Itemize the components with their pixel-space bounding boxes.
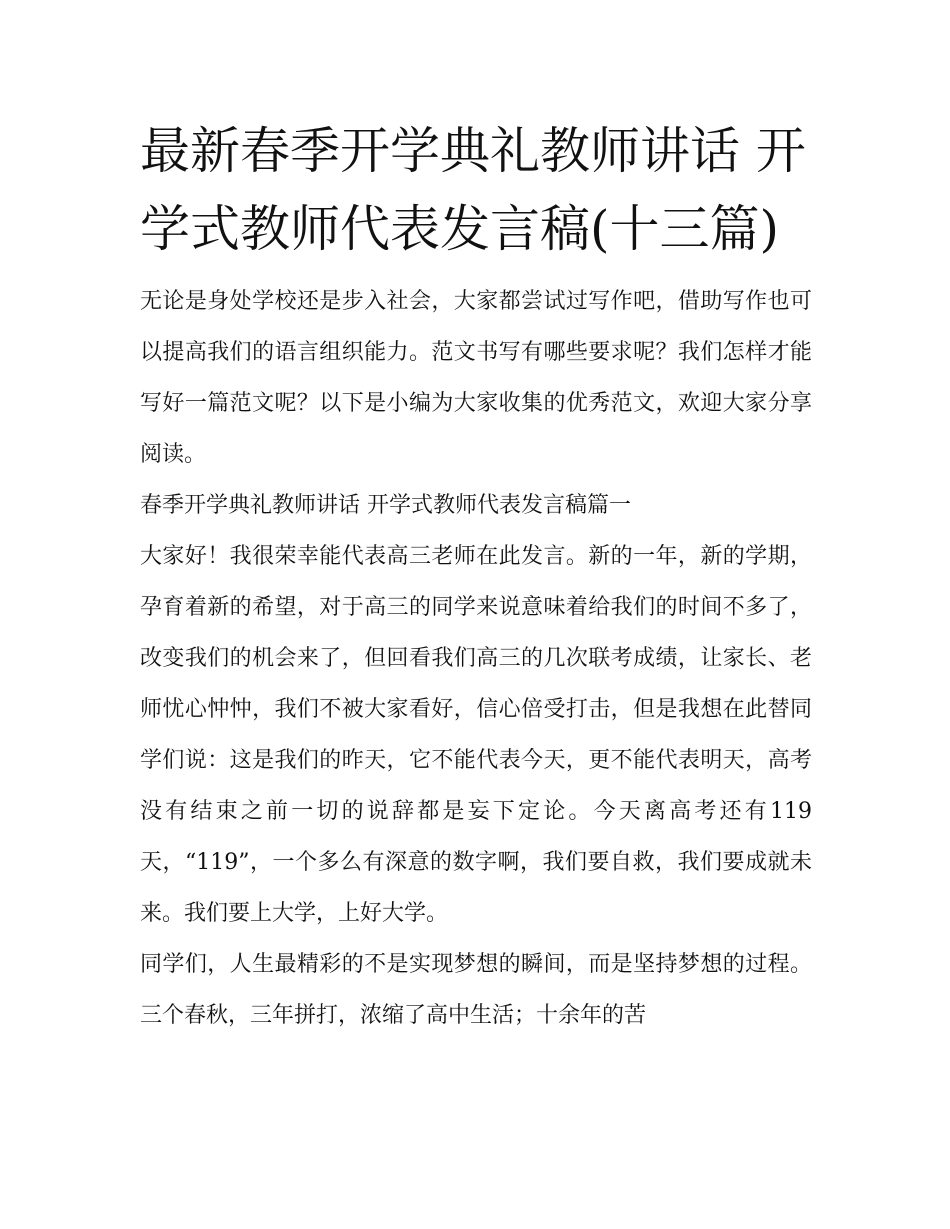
section-heading: 春季开学典礼教师讲话 开学式教师代表发言稿篇一 — [140, 493, 631, 518]
body-paragraph-1: 大家好！我很荣幸能代表高三老师在此发言。新的一年，新的学期，孕育着新的希望，对于高三的同学来说意味着给我们的时间不多了，改变我们的机会来了，但回看我们高三的几次联考成绩，让家长、老师忧心忡忡，我们不被大家看好，信心倍受打击，但是我想在此替同学们说：这是我们的昨天，它不能代表今天，更不能代表明天，高考没有结束之前一切的说辞都是妄下定论。今天离高考还有119天，“119”，一个多么有深意的数字啊，我们要自救，我们要成就未来。我们要上大学，上好大学。 — [140, 544, 812, 926]
intro-paragraph: 无论是身处学校还是步入社会，大家都尝试过写作吧，借助写作也可以提高我们的语言组织能力。范文书写有哪些要求呢？我们怎样才能写好一篇范文呢？以下是小编为大家收集的优秀范文，欢迎大家分享阅读。 — [140, 289, 812, 467]
document-page — [140, 112, 812, 1041]
document-title: 最新春季开学典礼教师讲话 开学式教师代表发言稿(十三篇) — [140, 122, 806, 258]
body-paragraph-2: 同学们，人生最精彩的不是实现梦想的瞬间，而是坚持梦想的过程。三个春秋，三年拼打，浓缩了高中生活；十余年的苦 — [140, 952, 812, 1028]
